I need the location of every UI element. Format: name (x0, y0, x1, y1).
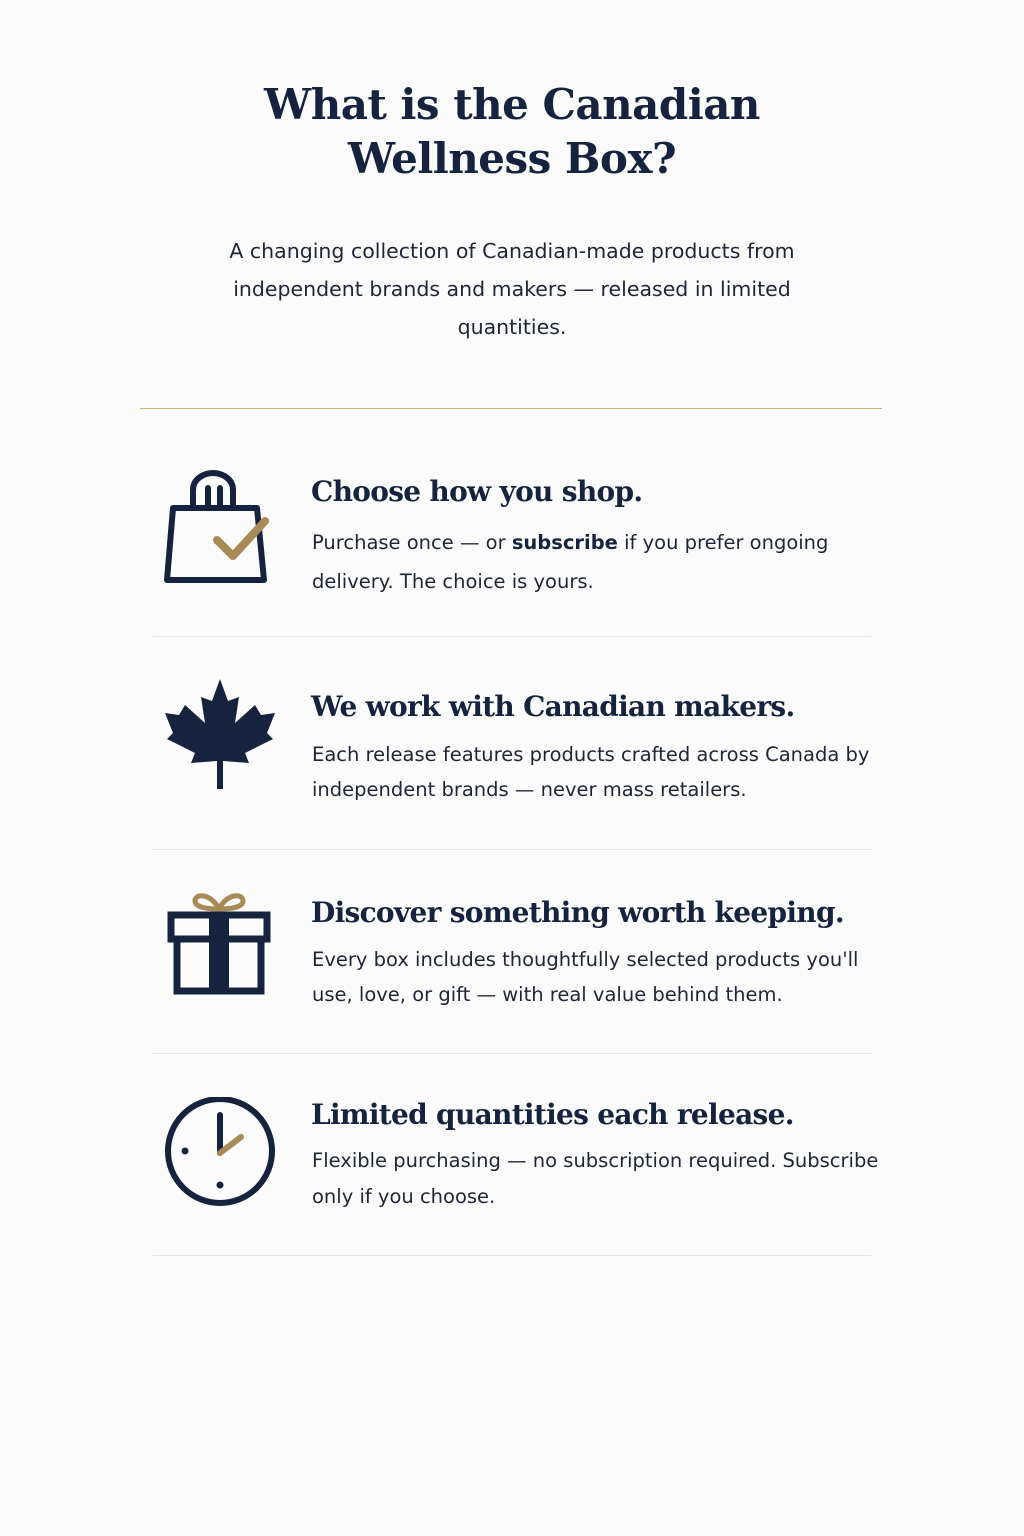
page-title (0, 78, 1024, 186)
feature-heading: Limited quantities each release. (311, 1098, 794, 1131)
feature-heading: Choose how you shop. (311, 475, 643, 508)
shopping-bag-check-icon (161, 468, 279, 586)
feature-divider (153, 849, 871, 850)
page-title-line-1: What is the Canadian (264, 80, 760, 129)
clock-icon (161, 1097, 279, 1215)
intro-paragraph: A changing collection of Canadian-made products from independent brands and makers — released in limited quantities. (229, 239, 795, 339)
gift-box-icon (161, 885, 279, 1003)
page-title-line-2: Wellness Box? (347, 134, 677, 183)
feature-body: Every box includes thoughtfully selected products you'll use, love, or gift — with real value behind them. (312, 948, 859, 1006)
feature-divider (153, 636, 871, 637)
feature-body: Flexible purchasing — no subscription required. Subscribe only if you choose. (312, 1149, 879, 1208)
feature-heading: Discover something worth keeping. (311, 896, 844, 929)
feature-body: Each release features products crafted across Canada by independent brands — never mass retailers. (312, 743, 870, 801)
gold-divider (140, 408, 882, 409)
feature-body: Purchase once — or subscribe if you prefer ongoing delivery. The choice is yours. (312, 531, 829, 593)
feature-divider (153, 1053, 871, 1054)
maple-leaf-icon (161, 677, 279, 795)
subscribe-emphasis: subscribe (511, 531, 618, 554)
feature-divider (153, 1255, 871, 1256)
feature-heading: We work with Canadian makers. (311, 690, 795, 723)
